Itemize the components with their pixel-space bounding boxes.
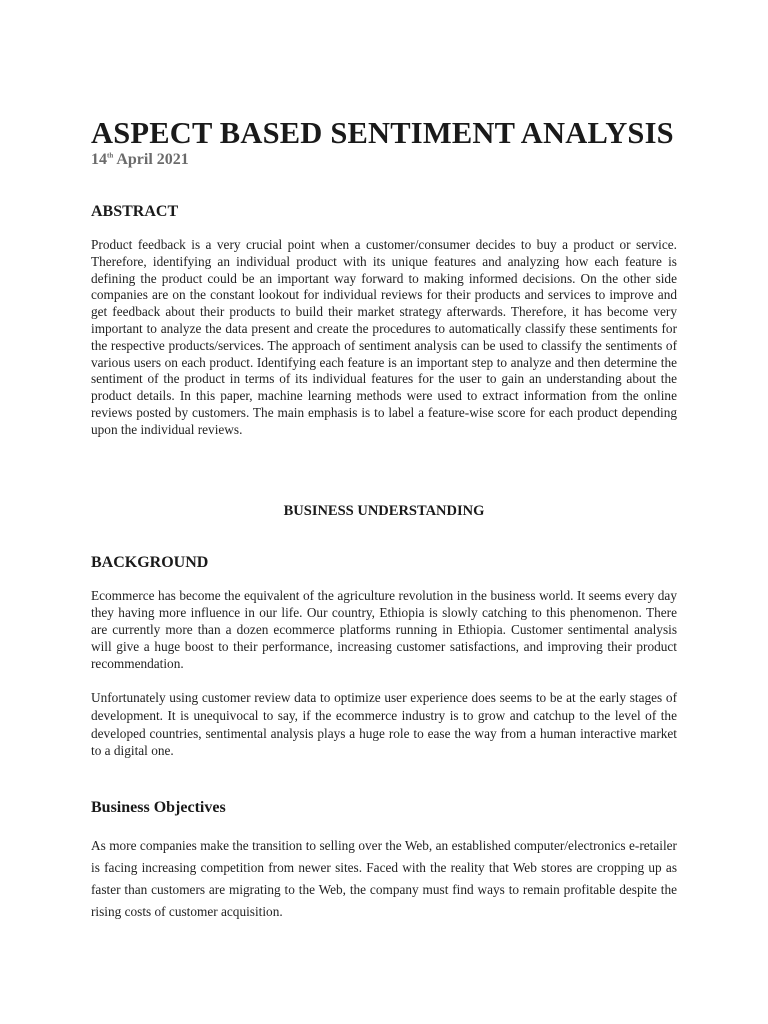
background-paragraph-2: Unfortunately using customer review data to optimize user experience does seems to be at the early stages of development. It is unequivocal to say, if the ecommerce industry is to grow and catchup to the level of the developed countries, sentimental analysis plays a huge role to ease the way from a human interactive market to a digital one. [91,690,677,759]
date-day: 14 [91,151,107,168]
abstract-text: Product feedback is a very crucial point when a customer/consumer decides to buy a product or service. Therefore, identifying an individual product with its unique features and analyzing how each feature is defining the product could be an important way forward to making informed decisions. On the other side companies are on the constant lookout for individual reviews for their products and services to improve and get feedback about their products to build their market strategy afterwards. Therefore, it has become very important to analyze the data present and create the procedures to automatically classify these sentiments for the respective products/services. The approach of sentiment analysis can be used to classify the sentiments of various users on each product. Identifying each feature is an important step to analyze and then determine the sentiment of the product in terms of its individual features for the user to gain an understanding about the product details. In this paper, machine learning methods were used to extract information from the online reviews posted by customers. The main emphasis is to label a feature-wise score for each product depending upon the individual reviews. [91,237,677,437]
business-objectives-paragraph: As more companies make the transition to selling over the Web, an established computer/electronics e-retailer is facing increasing competition from newer sites. Faced with the reality that Web stores are cropping up as faster than customers are migrating to the Web, the company must find ways to remain profitable despite the rising costs of customer acquisition. [91,838,677,919]
business-understanding-heading: BUSINESS UNDERSTANDING [283,503,485,519]
document-date [91,151,189,169]
background-paragraph-1: Ecommerce has become the equivalent of the agriculture revolution in the business world. It seems every day they having more influence in our life. Our country, Ethiopia is slowly catching to this phenomenon. There are currently more than a dozen ecommerce platforms running in Ethiopia. Customer sentimental analysis will give a huge boost to their performance, increasing customer satisfactions, and improving their product recommendation. [91,588,677,672]
abstract-heading: ABSTRACT [91,203,179,220]
background-heading: BACKGROUND [91,554,209,571]
date-day-suffix: th [107,151,114,160]
date-month-year: April 2021 [113,151,189,168]
document-title: ASPECT BASED SENTIMENT ANALYSIS [91,116,674,150]
business-objectives-heading: Business Objectives [91,799,226,816]
